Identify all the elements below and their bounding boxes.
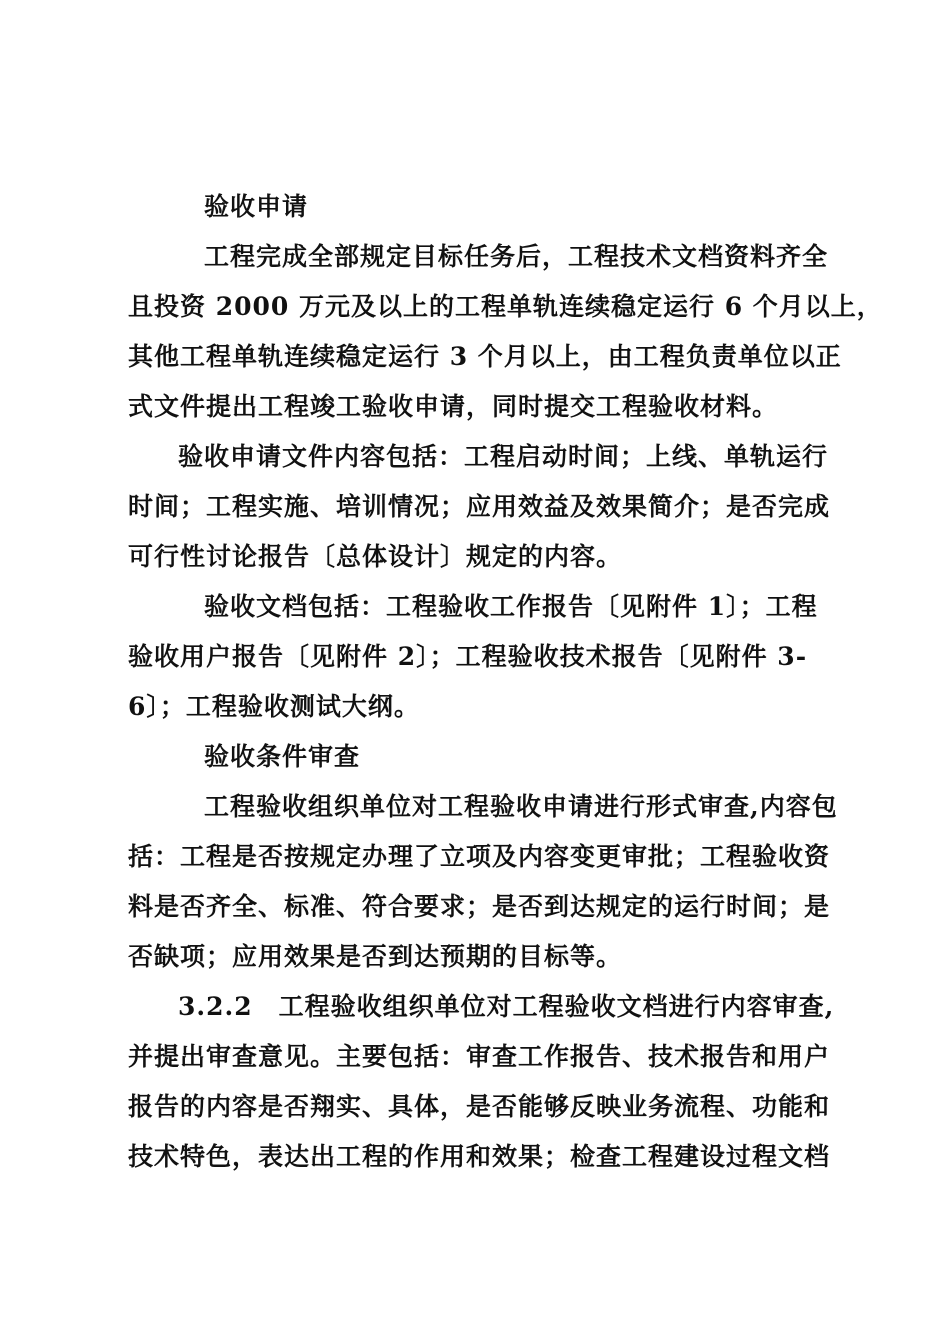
paragraph-line: 报告的内容是否翔实、具体，是否能够反映业务流程、功能和 xyxy=(128,1092,831,1121)
paragraph-line: 否缺项；应用效果是否到达预期的目标等。 xyxy=(128,942,623,971)
paragraph-line: 工程完成全部规定目标任务后，工程技术文档资料齐全 xyxy=(204,242,829,271)
paragraph-line: 时间；工程实施、培训情况；应用效益及效果简介；是否完成 xyxy=(128,492,831,521)
heading-acceptance-application: 验收申请 xyxy=(204,192,309,221)
paragraph-line: 括：工程是否按规定办理了立项及内容变更审批；工程验收资 xyxy=(128,842,831,871)
paragraph-line: 其他工程单轨连续稳定运行 3 个月以上，由工程负责单位以正 xyxy=(128,342,842,371)
paragraph-line: 技术特色，表达出工程的作用和效果；检查工程建设过程文档 xyxy=(128,1142,831,1171)
paragraph-line: 并提出审查意见。主要包括：审查工作报告、技术报告和用户 xyxy=(128,1042,831,1071)
heading-acceptance-review: 验收条件审查 xyxy=(204,742,361,771)
paragraph-line: 且投资 2000 万元及以上的工程单轨连续稳定运行 6 个月以上， xyxy=(128,292,883,321)
paragraph-line: 可行性讨论报告〔总体设计〕规定的内容。 xyxy=(128,542,623,571)
paragraph-line: 验收文档包括：工程验收工作报告〔见附件 1〕；工程 xyxy=(204,592,818,621)
paragraph-line: 验收申请文件内容包括：工程启动时间；上线、单轨运行 xyxy=(178,442,829,471)
paragraph-line: 工程验收组织单位对工程验收申请进行形式审查,内容包 xyxy=(204,792,838,821)
section-3-2-2-line: 3.2.2 工程验收组织单位对工程验收文档进行内容审查, xyxy=(178,992,835,1021)
paragraph-line: 料是否齐全、标准、符合要求；是否到达规定的运行时间；是 xyxy=(128,892,831,921)
paragraph-line: 6〕；工程验收测试大纲。 xyxy=(128,692,420,721)
paragraph-line: 验收用户报告〔见附件 2〕；工程验收技术报告〔见附件 3- xyxy=(128,642,808,671)
paragraph-line: 式文件提出工程竣工验收申请，同时提交工程验收材料。 xyxy=(128,392,779,421)
